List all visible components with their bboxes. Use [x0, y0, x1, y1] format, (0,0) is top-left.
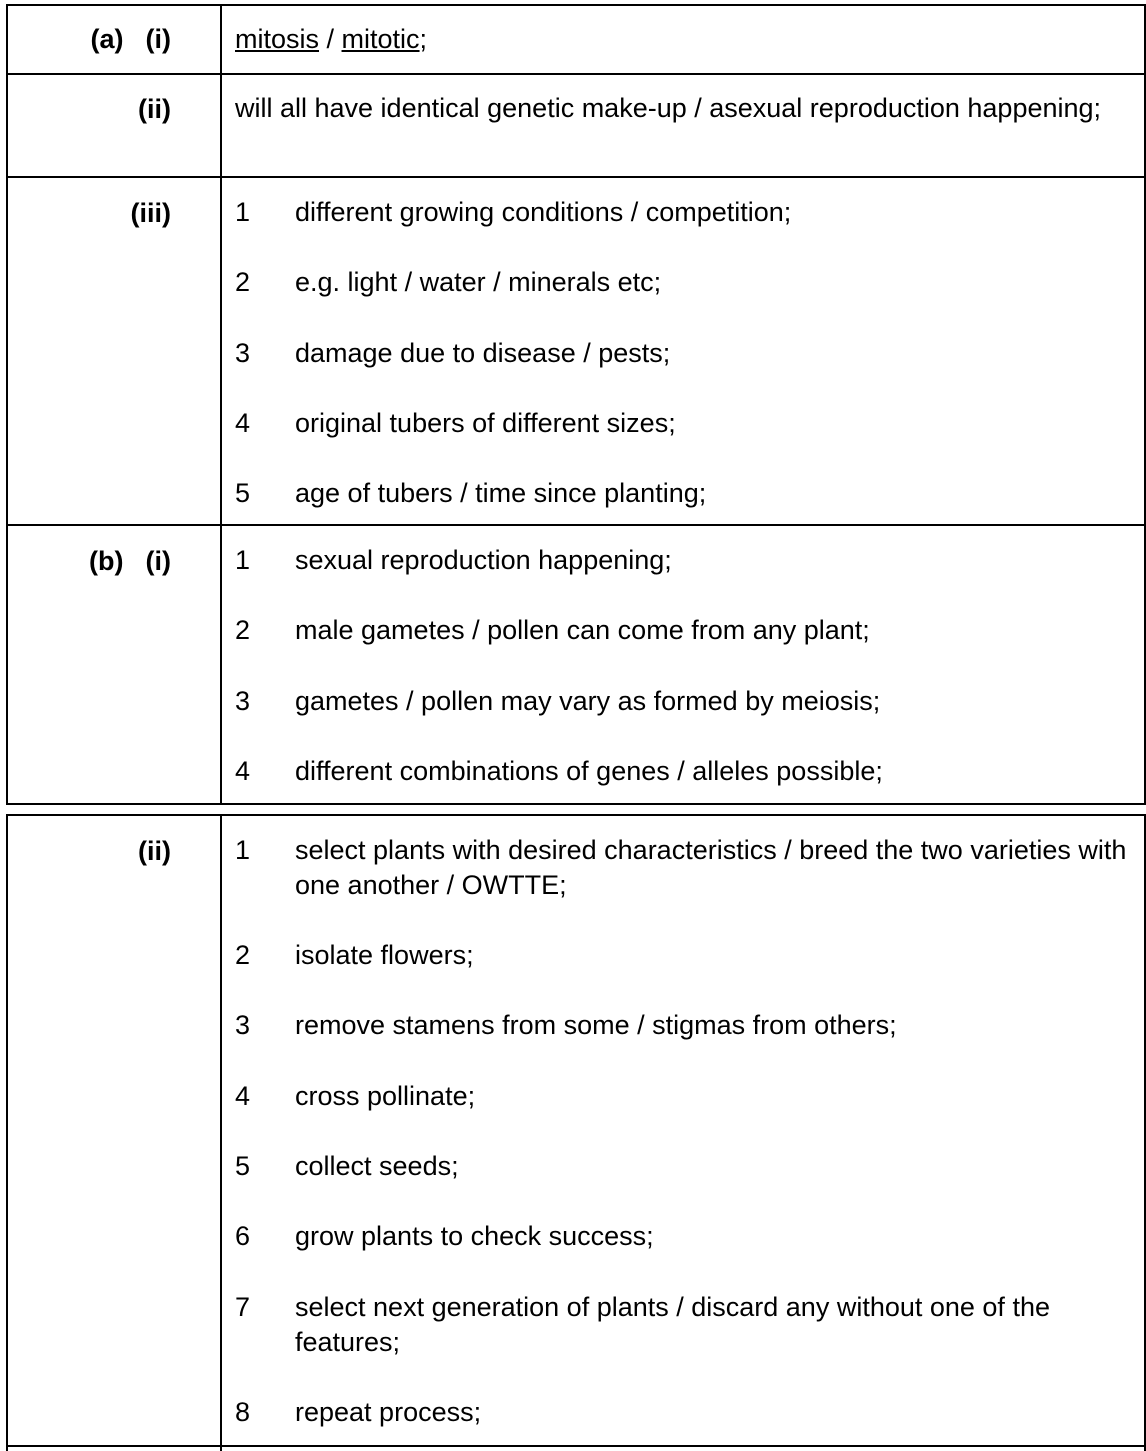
sub-label: (ii) [138, 94, 171, 124]
table-row-b-ii [8, 816, 1146, 1445]
question-label-b-ii [138, 836, 171, 867]
item-number: 3 [235, 338, 251, 368]
item-number: 3 [235, 686, 251, 716]
sub-label: (iii) [130, 198, 171, 228]
item-number: 2 [235, 267, 251, 297]
question-label-b-i [89, 546, 171, 577]
item-text: different growing conditions / competition; [295, 197, 792, 227]
table-row-a-iii [8, 178, 1146, 526]
item-text: sexual reproduction happening; [295, 545, 672, 575]
item-number: 2 [235, 940, 251, 970]
question-label-a-iii [131, 198, 172, 229]
item-text: original tubers of different sizes; [295, 408, 676, 438]
item-number: 3 [235, 1010, 251, 1040]
part-label: (a) [90, 24, 124, 54]
item-number: 1 [235, 545, 251, 575]
item-number: 4 [235, 756, 251, 786]
item-text: select plants with desired characteristics / breed the two varieties with one another / OWTTE; [295, 835, 1127, 900]
answer-separator: / [319, 24, 342, 54]
mark-scheme-table-2 [6, 814, 1146, 1451]
item-text: damage due to disease / pests; [295, 338, 671, 368]
answer-word-mitosis: mitosis [235, 24, 320, 54]
item-number: 4 [235, 408, 251, 438]
item-text: remove stamens from some / stigmas from others; [295, 1010, 897, 1040]
item-text: male gametes / pollen can come from any plant; [295, 615, 870, 645]
item-number: 4 [235, 1081, 251, 1111]
item-text: age of tubers / time since planting; [295, 478, 707, 508]
answer-a-ii: will all have identical genetic make-up / asexual reproduction happening; [235, 93, 1102, 123]
item-text: different combinations of genes / alleles possible; [295, 756, 883, 786]
answer-a-i [235, 22, 1115, 57]
answer-word-mitotic: mitotic [341, 24, 420, 54]
item-text: select next generation of plants / discard any without one of the features; [295, 1292, 1050, 1357]
sub-label: (ii) [138, 836, 171, 866]
item-text: gametes / pollen may vary as formed by meiosis; [295, 686, 881, 716]
item-text: repeat process; [295, 1397, 482, 1427]
table-row-a-ii [8, 75, 1146, 178]
table-bottom-border [8, 1445, 1146, 1447]
sub-label: (i) [145, 24, 171, 54]
item-number: 1 [235, 835, 251, 865]
item-number: 8 [235, 1397, 251, 1427]
question-label-a-ii [138, 94, 171, 125]
table-row-b-i [8, 526, 1146, 803]
question-label-a-i [91, 24, 171, 55]
sub-label: (i) [145, 546, 171, 576]
table-row-a-i [8, 6, 1146, 75]
item-number: 7 [235, 1292, 251, 1322]
item-number: 6 [235, 1221, 251, 1251]
item-text: cross pollinate; [295, 1081, 476, 1111]
item-text: collect seeds; [295, 1151, 459, 1181]
item-number: 2 [235, 615, 251, 645]
answer-tail: ; [419, 24, 428, 54]
part-label: (b) [89, 546, 124, 576]
mark-scheme-table-1 [6, 4, 1146, 805]
item-number: 5 [235, 478, 251, 508]
item-text: e.g. light / water / minerals etc; [295, 267, 662, 297]
item-text: isolate flowers; [295, 940, 474, 970]
item-text: grow plants to check success; [295, 1221, 654, 1251]
item-number: 5 [235, 1151, 251, 1181]
item-number: 1 [235, 197, 251, 227]
